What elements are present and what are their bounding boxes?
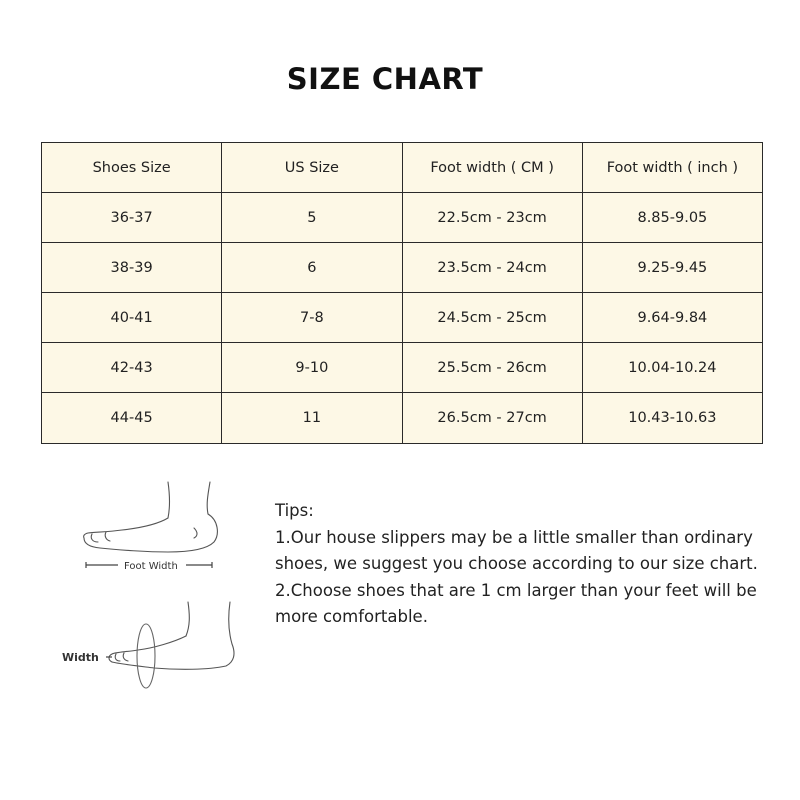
header-foot-width-inch: Foot width ( inch ) xyxy=(582,143,762,193)
foot-width-label: Foot Width xyxy=(124,561,178,572)
table-cell: 6 xyxy=(222,243,402,293)
tips-section xyxy=(275,498,775,631)
table-row xyxy=(42,243,763,293)
table-cell: 44-45 xyxy=(42,393,222,444)
table-row xyxy=(42,293,763,343)
table-cell: 38-39 xyxy=(42,243,222,293)
table-cell: 11 xyxy=(222,393,402,444)
header-foot-width-cm: Foot width ( CM ) xyxy=(402,143,582,193)
size-chart-table xyxy=(41,142,763,444)
table-cell: 10.04-10.24 xyxy=(582,343,762,393)
table-cell: 9.64-9.84 xyxy=(582,293,762,343)
table-cell: 25.5cm - 26cm xyxy=(402,343,582,393)
table-cell: 10.43-10.63 xyxy=(582,393,762,444)
foot-side-view-illustration xyxy=(78,478,228,573)
header-us-size: US Size xyxy=(222,143,402,193)
table-cell: 26.5cm - 27cm xyxy=(402,393,582,444)
tips-heading: Tips: xyxy=(275,501,314,520)
table-cell: 9-10 xyxy=(222,343,402,393)
table-cell: 8.85-9.05 xyxy=(582,193,762,243)
table-row xyxy=(42,343,763,393)
table-cell: 7-8 xyxy=(222,293,402,343)
foot-width-illustration xyxy=(58,600,248,695)
width-label: Width xyxy=(62,651,99,664)
table-header-row xyxy=(42,143,763,193)
page-title: SIZE CHART xyxy=(286,62,484,96)
table-cell: 24.5cm - 25cm xyxy=(402,293,582,343)
table-cell: 40-41 xyxy=(42,293,222,343)
table-cell: 23.5cm - 24cm xyxy=(402,243,582,293)
table-cell: 42-43 xyxy=(42,343,222,393)
table-cell: 5 xyxy=(222,193,402,243)
tip-item-1: 1.Our house slippers may be a little smaller than ordinary shoes, we suggest you choose according to our size chart. xyxy=(275,527,758,573)
table-row xyxy=(42,193,763,243)
table-cell: 22.5cm - 23cm xyxy=(402,193,582,243)
header-shoes-size: Shoes Size xyxy=(42,143,222,193)
table-row xyxy=(42,393,763,444)
table-cell: 36-37 xyxy=(42,193,222,243)
table-cell: 9.25-9.45 xyxy=(582,243,762,293)
tip-item-2: 2.Choose shoes that are 1 cm larger than your feet will be more comfortable. xyxy=(275,580,757,626)
